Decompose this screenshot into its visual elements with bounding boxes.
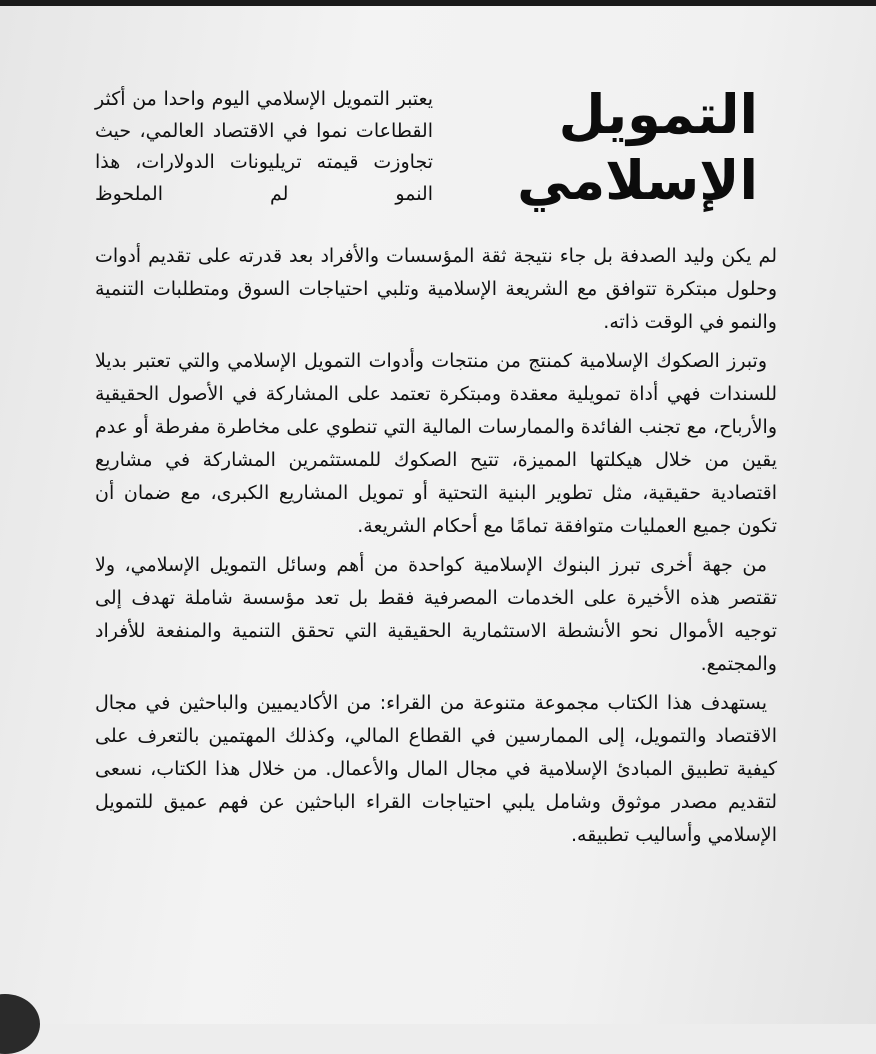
paragraph: يستهدف هذا الكتاب مجموعة متنوعة من القراء: من الأكاديميين والباحثين في مجال الاقتصاد والتمويل، إلى الممارسين في القطاع المالي، وكذلك المهتمين بالتعرف على كيفية تطبيق المبادئ الإسلامية في مجال المال والأعمال. من خلال هذا الكتاب، نسعى لتقديم مصدر موثوق وشامل يلبي احتياجات القراء الباحثين عن فهم عميق للتمويل الإسلامي وأساليب تطبيقه. (95, 692, 777, 846)
title-line-2: الإسلامي (517, 149, 758, 212)
body-text (95, 240, 777, 858)
page-title (478, 82, 758, 214)
paragraph: من جهة أخرى تبرز البنوك الإسلامية كواحدة من أهم وسائل التمويل الإسلامي، ولا تقتصر هذه الأخيرة على الخدمات المصرفية فقط بل تعد مؤسسة شاملة تهدف إلى توجيه الأموال نحو الأنشطة الاستثمارية الحقيقية التي تحقق التنمية والمنفعة للأفراد والمجتمع. (95, 554, 777, 675)
intro-paragraph: يعتبر التمويل الإسلامي اليوم واحدا من أكثر القطاعات نموا في الاقتصاد العالمي، حيث تجاوزت قيمته تريليونات الدولارات، هذا النمو لم الملحوظ (95, 88, 433, 205)
paragraph: لم يكن وليد الصدفة بل جاء نتيجة ثقة المؤسسات والأفراد بعد قدرته على تقديم أدوات وحلول مبتكرة تتوافق مع الشريعة الإسلامية وتلبي احتياجات السوق ومتطلبات التنمية والنمو في الوقت ذاته. (95, 245, 777, 333)
page-top-edge (0, 0, 876, 6)
paragraph: وتبرز الصكوك الإسلامية كمنتج من منتجات وأدوات التمويل الإسلامي والتي تعتبر بديلا للسندات فهي أداة تمويلية معقدة ومبتكرة تعتمد على المشاركة في الأصول الحقيقية والأرباح، مع تجنب الفائدة والممارسات المالية التي تنطوي على مخاطرة مفرطة أو عدم يقين من خلال هيكلتها المميزة، تتيح الصكوك للمستثمرين المشاركة في مشاريع اقتصادية حقيقية، مثل تطوير البنية التحتية أو تمويل المشاريع الكبرى، مع ضمان أن تكون جميع العمليات متوافقة تمامًا مع أحكام الشريعة. (95, 350, 777, 537)
title-line-1: التمويل (558, 83, 758, 146)
